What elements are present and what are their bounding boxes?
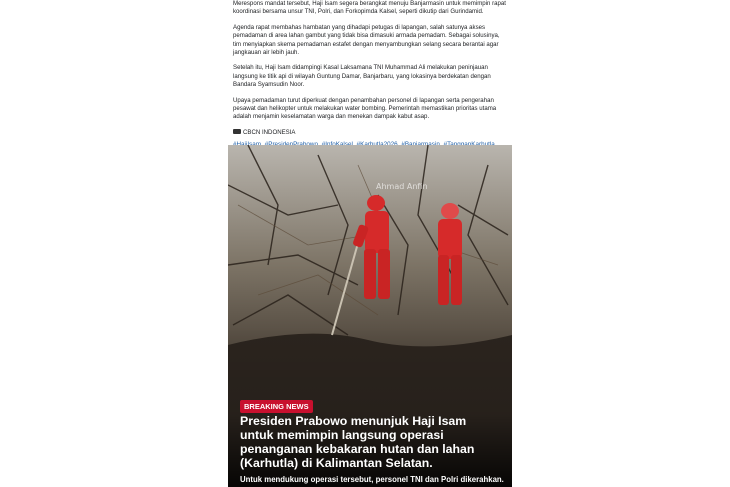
headline: Presiden Prabowo menunjuk Haji Isam untuk memimpin langsung operasi penanganan kebakaran hutan dan lahan (Karhutla) di Kalimantan Selatan. <box>240 414 475 470</box>
camera-icon <box>233 129 241 134</box>
credit-text: CBCN INDONESIA <box>243 128 296 136</box>
breaking-news-badge: BREAKING NEWS <box>240 400 313 413</box>
caption-paragraph-2: Agenda rapat membahas hambatan yang dihadapi petugas di lapangan, salah satunya akses pemadaman di area lahan gambut yang tidak bisa dimasuki armada pemadam. Sebagai solusinya, tim menyiapkan skema pemadaman estafet dengan menyambungkan selang secara berantai agar jangkauan air lebih jauh. <box>233 23 500 57</box>
post-caption <box>233 0 509 150</box>
photo-credit <box>233 129 509 137</box>
subheadline: Untuk mendukung operasi tersebut, personel TNI dan Polri dikerahkan. <box>240 475 504 484</box>
caption-paragraph-4: Upaya pemadaman turut diperkuat dengan penambahan personel di lapangan serta pengerahan pesawat dan helikopter untuk melakukan water bombing. Pemerintah memastikan prioritas utama adalah menjamin keselamatan warga dan menekan dampak kabut asap. <box>233 96 497 121</box>
caption-paragraph-3: Setelah itu, Haji Isam didampingi Kasal Laksamana TNI Muhammad Ali melakukan peninjauan langsung ke titik api di wilayah Guntung Damar, Banjarbaru, yang lokasinya berdekatan dengan Bandara Syamsudin Noor. <box>233 64 491 89</box>
photographer-watermark: Ahmad Anfin <box>376 182 428 191</box>
news-photo[interactable] <box>228 145 512 487</box>
caption-paragraph-1: Merespons mandat tersebut, Haji Isam segera berangkat menuju Banjarmasin untuk memimpin rapat koordinasi bersama unsur TNI, Polri, dan Forkopimda Kalsel, seperti dikutip dari Gurindamid. <box>233 0 506 16</box>
news-post <box>228 0 512 487</box>
